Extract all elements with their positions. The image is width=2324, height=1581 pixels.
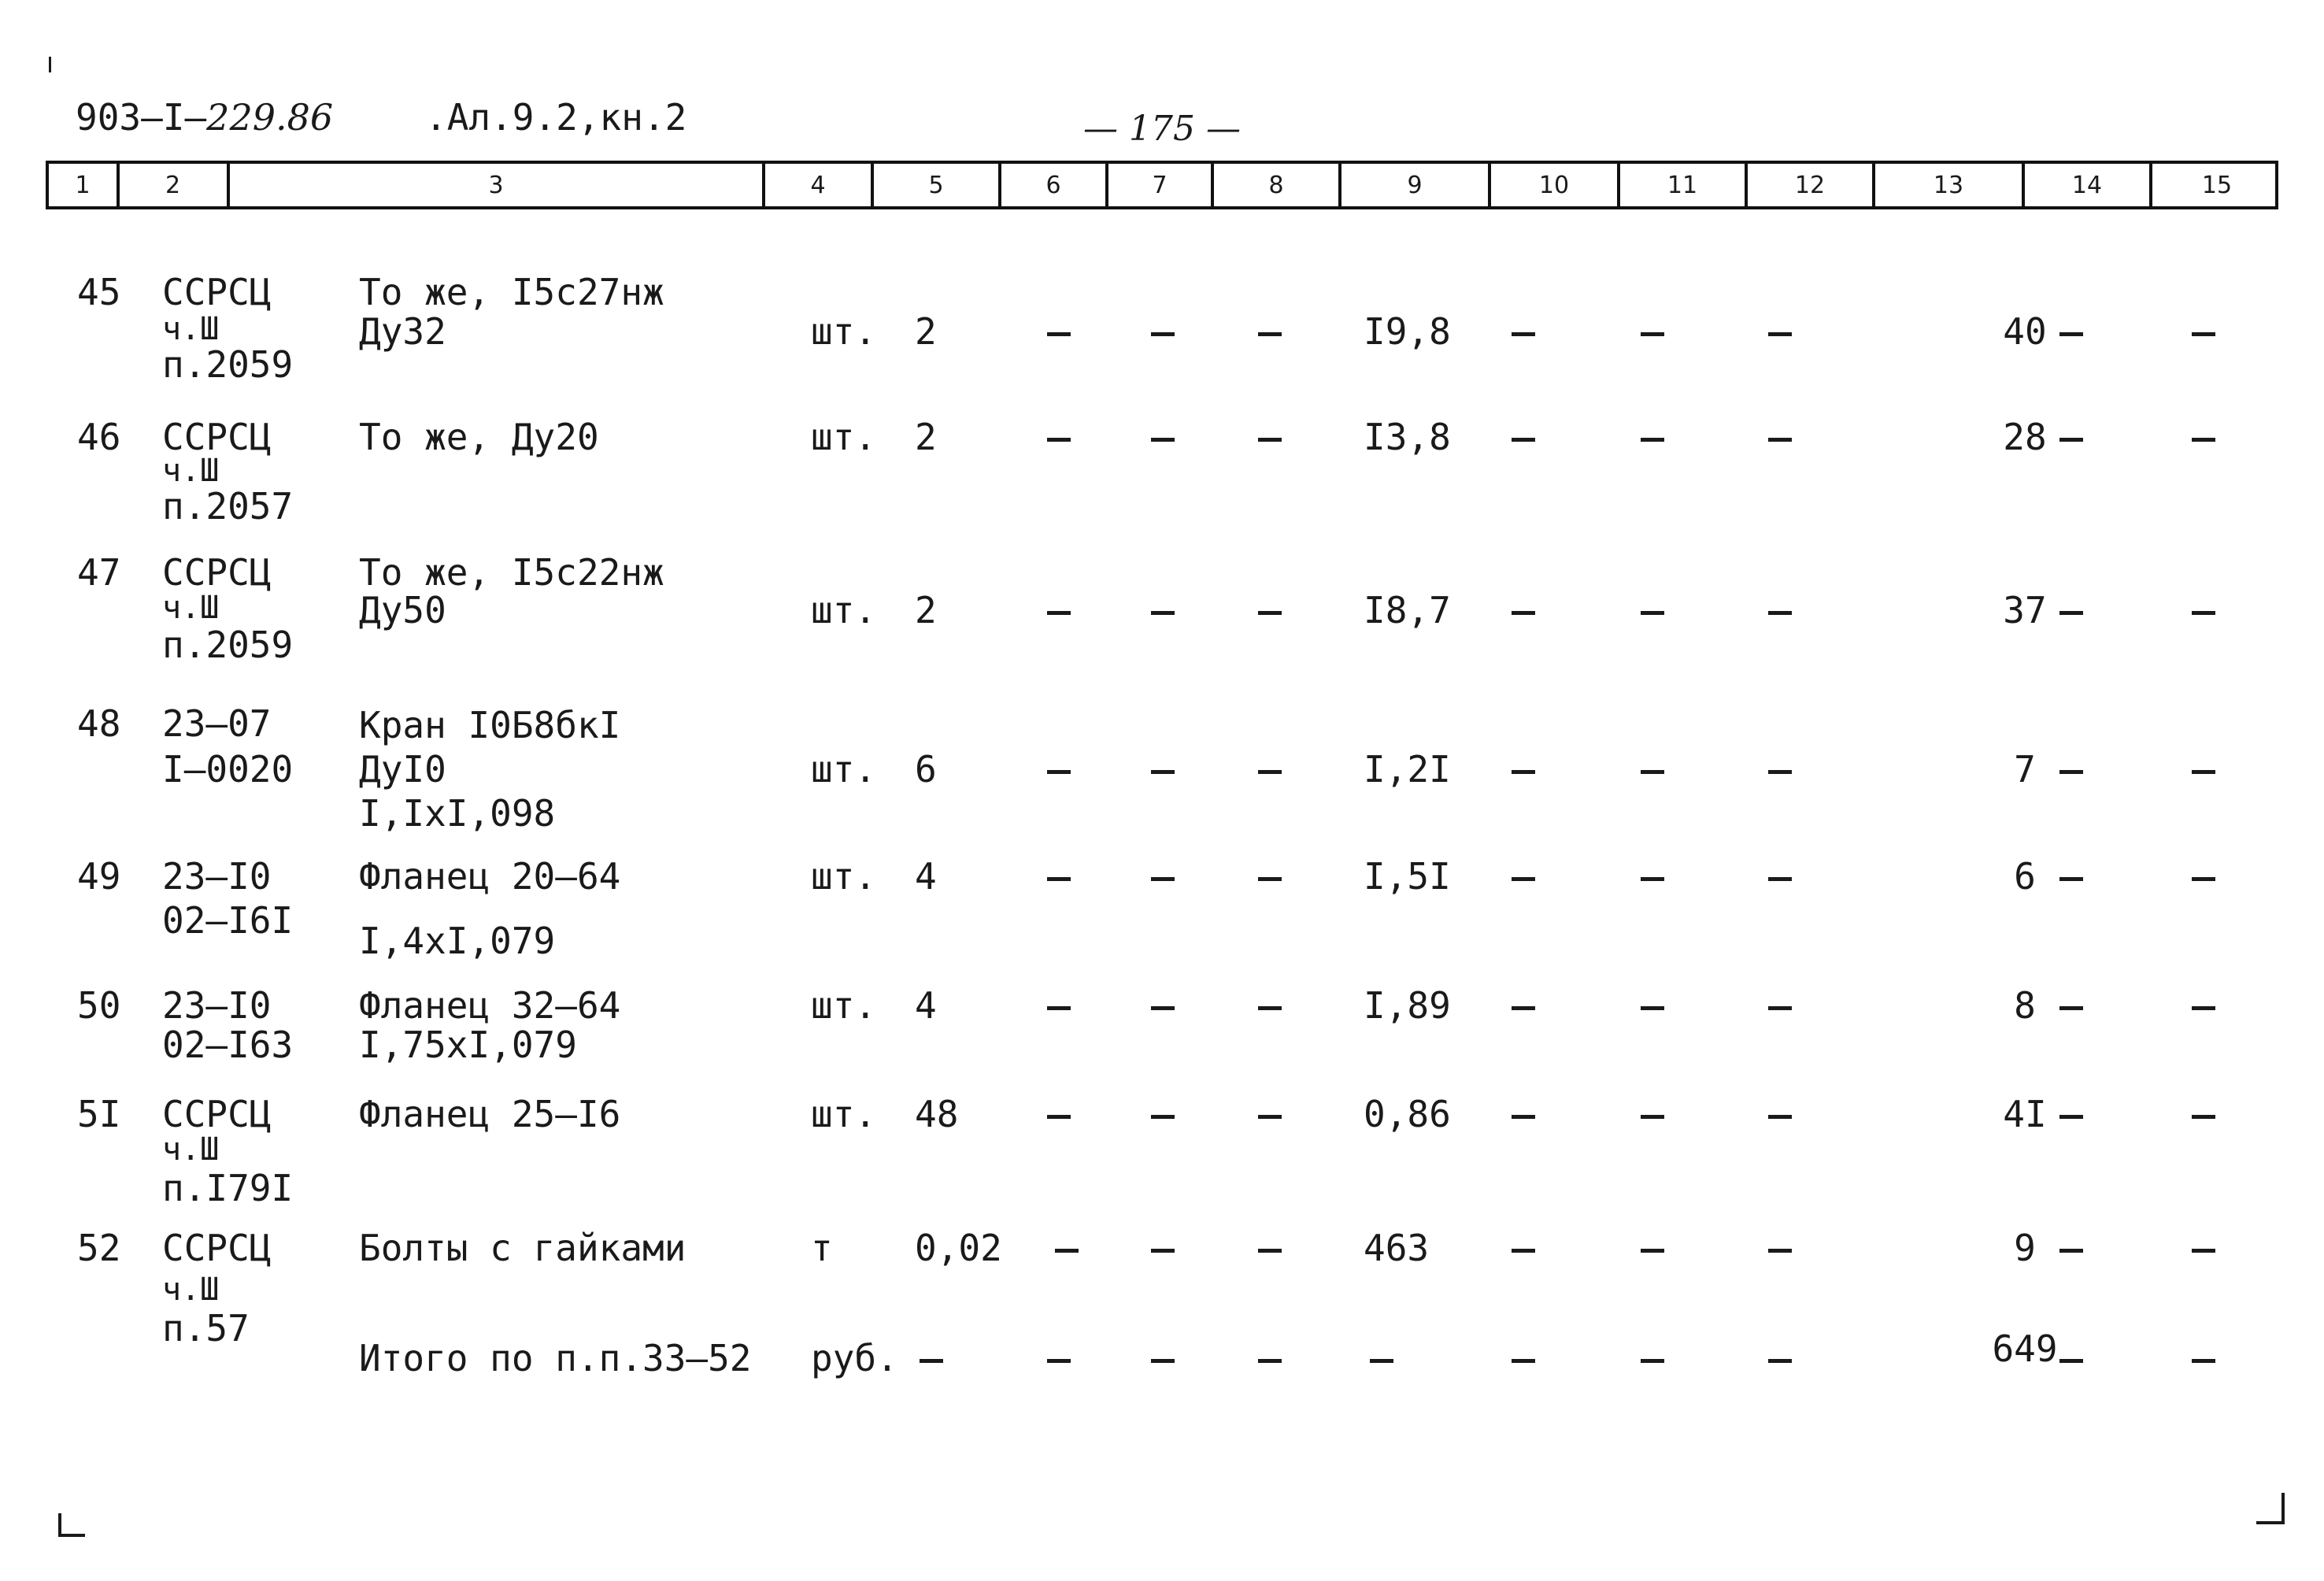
column-9-value: I,5I <box>1364 855 1451 898</box>
source-reference: п.I79I <box>162 1167 294 1209</box>
corner-mark-bottom-left <box>58 1534 85 1537</box>
column-header: 12 <box>1748 164 1875 206</box>
dash-mark <box>1512 438 1535 442</box>
dash-mark <box>2059 877 2083 881</box>
column-header: 10 <box>1491 164 1620 206</box>
source-reference: п.2057 <box>162 485 294 528</box>
column-header: 15 <box>2201 171 2233 199</box>
source-reference: ч.Ш <box>162 1272 220 1308</box>
column-13-value: 37 <box>2003 589 2047 631</box>
source-reference: 02–I6I <box>162 899 294 942</box>
item-name: Фланец 20–64 <box>359 855 621 898</box>
sheet-reference: .Ал.9.2,кн.2 <box>425 96 687 139</box>
source-reference: ССРСЦ <box>162 1093 272 1135</box>
dash-mark <box>1512 770 1535 774</box>
row-number: 52 <box>77 1227 121 1269</box>
column-13-value: 9 <box>2014 1227 2036 1269</box>
unit: шт. <box>811 984 877 1027</box>
dash-mark <box>1641 1006 1664 1010</box>
unit: шт. <box>811 310 877 353</box>
item-name: Ду32 <box>359 310 446 353</box>
dash-mark <box>1047 1115 1071 1119</box>
column-13-value: 28 <box>2003 416 2047 458</box>
dash-mark <box>1258 770 1282 774</box>
margin-tick <box>49 57 51 72</box>
dash-mark <box>1055 1249 1079 1253</box>
dash-mark <box>1641 1359 1664 1363</box>
dash-mark <box>2192 877 2215 881</box>
source-reference: 23–I0 <box>162 855 272 898</box>
total-column-13-value: 649 <box>1992 1327 2058 1370</box>
dash-mark <box>1641 1115 1664 1119</box>
dash-mark <box>1047 611 1071 615</box>
column-header: 13 <box>1875 164 2025 206</box>
column-9-value: I3,8 <box>1364 416 1451 458</box>
dash-mark <box>920 1359 943 1363</box>
dash-mark <box>2059 332 2083 336</box>
row-number: 47 <box>77 551 121 594</box>
unit: шт. <box>811 855 877 898</box>
dash-mark <box>1258 438 1282 442</box>
source-reference: п.2059 <box>162 624 294 666</box>
dash-mark <box>1151 1115 1175 1119</box>
dash-mark <box>1047 1006 1071 1010</box>
unit: шт. <box>811 589 877 631</box>
dash-mark <box>1512 1249 1535 1253</box>
dash-mark <box>1512 332 1535 336</box>
column-13-value: 7 <box>2014 748 2036 790</box>
dash-mark <box>1768 438 1792 442</box>
dash-mark <box>2192 1249 2215 1253</box>
total-unit: руб. <box>811 1337 898 1379</box>
column-9-value: I,2I <box>1364 748 1451 790</box>
row-number: 46 <box>77 416 121 458</box>
dash-mark <box>2192 611 2215 615</box>
quantity: 4 <box>915 984 937 1027</box>
dash-mark <box>1768 332 1792 336</box>
total-label: Итого по п.п.33–52 <box>359 1337 752 1379</box>
page-number: — 175 — <box>1083 109 1241 149</box>
dash-mark <box>2059 1006 2083 1010</box>
column-13-value: 40 <box>2003 310 2047 353</box>
quantity: 2 <box>915 416 937 458</box>
dash-mark <box>1641 611 1664 615</box>
row-number: 49 <box>77 855 121 898</box>
dash-mark <box>2059 1249 2083 1253</box>
column-13-value: 4I <box>2003 1093 2047 1135</box>
dash-mark <box>1258 877 1282 881</box>
dash-mark <box>1768 1359 1792 1363</box>
item-name: То же, I5с27нж <box>359 271 664 313</box>
dash-mark <box>1641 438 1664 442</box>
dash-mark <box>1258 1249 1282 1253</box>
source-reference: ССРСЦ <box>162 416 272 458</box>
dash-mark <box>1151 877 1175 881</box>
item-name: То же, Ду20 <box>359 416 599 458</box>
source-reference: 23–07 <box>162 702 272 745</box>
quantity: 2 <box>915 589 937 631</box>
dash-mark <box>1047 438 1071 442</box>
source-reference: п.57 <box>162 1307 250 1350</box>
dash-mark <box>1512 1359 1535 1363</box>
dash-mark <box>1047 770 1071 774</box>
source-reference: п.2059 <box>162 343 294 386</box>
row-number: 48 <box>77 702 121 745</box>
dash-mark <box>2192 770 2215 774</box>
source-reference: 23–I0 <box>162 984 272 1027</box>
row-number: 45 <box>77 271 121 313</box>
source-reference: ч.Ш <box>162 590 220 626</box>
dash-mark <box>1512 611 1535 615</box>
source-reference: ч.Ш <box>162 311 220 347</box>
dash-mark <box>2192 438 2215 442</box>
unit: шт. <box>811 1093 877 1135</box>
dash-mark <box>1258 1006 1282 1010</box>
dash-mark <box>2192 1006 2215 1010</box>
column-9-value: I8,7 <box>1364 589 1451 631</box>
quantity: 0,02 <box>915 1227 1002 1269</box>
dash-mark <box>1151 332 1175 336</box>
dash-mark <box>1151 438 1175 442</box>
dash-mark <box>1641 877 1664 881</box>
source-reference: 02–I63 <box>162 1024 294 1066</box>
column-header: 5 <box>874 164 1001 206</box>
unit: шт. <box>811 748 877 790</box>
dash-mark <box>1151 1249 1175 1253</box>
dash-mark <box>1047 1359 1071 1363</box>
column-9-value: I,89 <box>1364 984 1451 1027</box>
document-code-printed: 903–I– <box>76 96 207 139</box>
dash-mark <box>1768 1249 1792 1253</box>
unit: шт. <box>811 416 877 458</box>
dash-mark <box>2059 611 2083 615</box>
dash-mark <box>1151 1359 1175 1363</box>
column-header-row <box>46 161 2278 209</box>
document-code <box>76 96 334 139</box>
source-reference: ч.Ш <box>162 1131 220 1168</box>
item-name: То же, I5с22нж <box>359 551 664 594</box>
quantity: 4 <box>915 855 937 898</box>
dash-mark <box>1641 332 1664 336</box>
column-header: 2 <box>120 164 230 206</box>
column-header: 11 <box>1620 164 1748 206</box>
corner-mark-bottom-right <box>2281 1493 2285 1524</box>
item-name: Кран I0Б8бкI <box>359 704 621 746</box>
quantity: 6 <box>915 748 937 790</box>
dash-mark <box>1151 770 1175 774</box>
column-9-value: I9,8 <box>1364 310 1451 353</box>
column-9-value: 0,86 <box>1364 1093 1451 1135</box>
dash-mark <box>1768 611 1792 615</box>
dash-mark <box>1768 1006 1792 1010</box>
source-reference: ССРСЦ <box>162 271 272 313</box>
corner-mark-bottom-right <box>2256 1521 2285 1524</box>
dash-mark <box>1768 877 1792 881</box>
column-header: 6 <box>1001 164 1108 206</box>
dash-mark <box>1512 1006 1535 1010</box>
column-9-value: 463 <box>1364 1227 1430 1269</box>
dash-mark <box>1258 1359 1282 1363</box>
dash-mark <box>1512 877 1535 881</box>
quantity: 2 <box>915 310 937 353</box>
item-name: ДуI0 <box>359 748 446 790</box>
dash-mark <box>1512 1115 1535 1119</box>
column-header: 3 <box>230 164 765 206</box>
quantity: 48 <box>915 1093 959 1135</box>
column-header: 14 <box>2025 164 2152 206</box>
dash-mark <box>1641 770 1664 774</box>
column-header: 1 <box>49 164 120 206</box>
item-name: Ду50 <box>359 589 446 631</box>
dash-mark <box>1258 332 1282 336</box>
dash-mark <box>1047 332 1071 336</box>
column-header: 9 <box>1341 164 1491 206</box>
dash-mark <box>1641 1249 1664 1253</box>
dash-mark <box>2059 438 2083 442</box>
dash-mark <box>1768 1115 1792 1119</box>
item-name: I,IxI,098 <box>359 792 556 835</box>
dash-mark <box>2059 1115 2083 1119</box>
item-name: Фланец 25–I6 <box>359 1093 621 1135</box>
dash-mark <box>2192 332 2215 336</box>
item-name: Фланец 32–64 <box>359 984 621 1027</box>
source-reference: ч.Ш <box>162 453 220 489</box>
dash-mark <box>1047 877 1071 881</box>
dash-mark <box>1258 1115 1282 1119</box>
dash-mark <box>2059 770 2083 774</box>
row-number: 5I <box>77 1093 121 1135</box>
source-reference: I–0020 <box>162 748 294 790</box>
item-name: Болты с гайками <box>359 1227 686 1269</box>
dash-mark <box>1258 611 1282 615</box>
dash-mark <box>2192 1359 2215 1363</box>
dash-mark <box>1151 1006 1175 1010</box>
column-header: 7 <box>1108 164 1214 206</box>
dash-mark <box>1151 611 1175 615</box>
dash-mark <box>1370 1359 1393 1363</box>
source-reference: ССРСЦ <box>162 551 272 594</box>
dash-mark <box>1768 770 1792 774</box>
item-name: I,4xI,079 <box>359 920 556 962</box>
column-header: 4 <box>765 164 874 206</box>
item-name: I,75xI,079 <box>359 1024 577 1066</box>
source-reference: ССРСЦ <box>162 1227 272 1269</box>
column-13-value: 6 <box>2014 855 2036 898</box>
unit: т <box>811 1227 833 1269</box>
column-13-value: 8 <box>2014 984 2036 1027</box>
row-number: 50 <box>77 984 121 1027</box>
column-header: 8 <box>1214 164 1341 206</box>
dash-mark <box>2192 1115 2215 1119</box>
document-code-handwritten: 229.86 <box>206 96 334 139</box>
